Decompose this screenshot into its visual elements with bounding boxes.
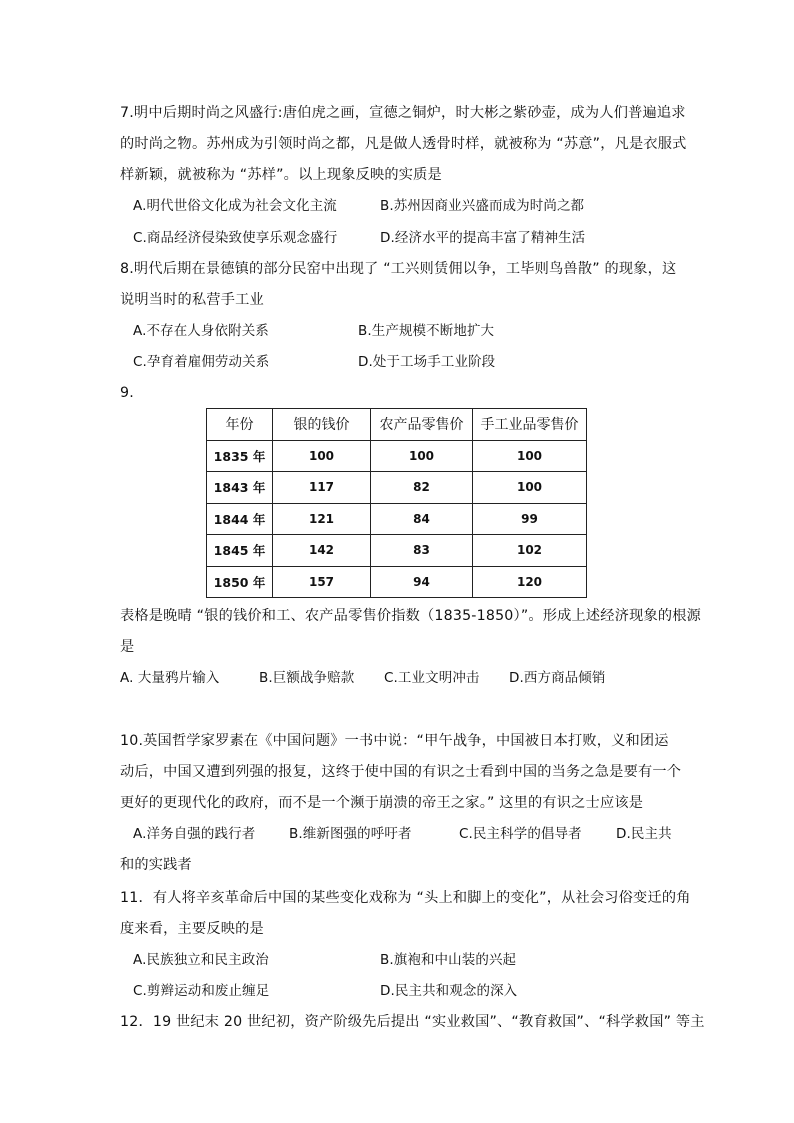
q7-stem-line-2: 的时尚之物。苏州成为引领时尚之都，凡是做人透骨时样，就被称为 “苏意”，凡是衣服式 [120, 136, 687, 152]
q8-option-c: C.孕育着雇佣劳动关系 [133, 354, 270, 370]
q7-option-b: B.苏州因商业兴盛而成为时尚之都 [380, 198, 585, 214]
table-row [207, 535, 587, 567]
q10-stem-line-1: 10.英国哲学家罗素在《中国问题》一书中说：“甲午战争，中国被日本打败，义和团运 [120, 733, 669, 749]
q10-stem-line-3: 更好的更现代化的政府，而不是一个濒于崩溃的帝王之家。” 这里的有识之士应该是 [120, 795, 644, 811]
q11-stem-line-2: 度来看，主要反映的是 [120, 921, 264, 937]
table-cell: 142 [273, 535, 371, 567]
table-header-cell: 手工业品零售价 [473, 409, 587, 441]
q8-stem-line-2: 说明当时的私营手工业 [120, 292, 264, 308]
q8-stem-line-1: 8.明代后期在景德镇的部分民窑中出现了 “工兴则赁佣以争，工毕则鸟兽散” 的现象，这 [120, 261, 677, 277]
q9-option-c: C.工业文明冲击 [384, 670, 480, 686]
q7-stem-line-3: 样新颖，就被称为 “苏样”。以上现象反映的实质是 [120, 167, 442, 183]
table-header-cell: 银的钱价 [273, 409, 371, 441]
table-cell: 100 [371, 440, 473, 472]
table-header-cell: 农产品零售价 [371, 409, 473, 441]
table-cell: 100 [473, 440, 587, 472]
q10-option-c: C.民主科学的倡导者 [459, 826, 582, 842]
table-cell: 102 [473, 535, 587, 567]
q11-option-a: A.民族独立和民主政治 [133, 952, 269, 968]
q9-number: 9. [120, 385, 134, 401]
q11-option-c: C.剪辫运动和废止缠足 [133, 983, 270, 999]
table-row [207, 503, 587, 535]
table-cell: 94 [371, 566, 473, 598]
table-cell: 157 [273, 566, 371, 598]
q7-stem-line-1: 7.明中后期时尚之风盛行:唐伯虎之画，宣德之铜炉，时大彬之紫砂壶，成为人们普遍追求 [120, 105, 686, 121]
q11-option-d: D.民主共和观念的深入 [380, 983, 518, 999]
q10-option-b: B.维新图强的呼吁者 [289, 826, 412, 842]
q10-option-a: A.洋务自强的践行者 [133, 826, 256, 842]
q9-stem-line-1: 表格是晚晴 “银的钱价和工、农产品零售价指数（1835-1850）”。形成上述经济现象的根源 [120, 608, 702, 624]
q10-stem-line-2: 动后，中国又遭到列强的报复，这终于使中国的有识之士看到中国的当务之急是要有一个 [120, 764, 682, 780]
table-row [207, 566, 587, 598]
q9-option-b: B.巨额战争赔款 [259, 670, 355, 686]
q7-option-c: C.商品经济侵染致使享乐观念盛行 [133, 230, 338, 246]
table-cell: 1843 年 [207, 472, 273, 504]
table-cell: 99 [473, 503, 587, 535]
table-cell: 84 [371, 503, 473, 535]
table-row [207, 472, 587, 504]
table-cell: 1850 年 [207, 566, 273, 598]
silver-price-table [206, 408, 587, 598]
table-cell: 121 [273, 503, 371, 535]
q10-option-d: D.民主共 [616, 826, 672, 842]
q8-option-a: A.不存在人身依附关系 [133, 323, 269, 339]
table-header-cell: 年份 [207, 409, 273, 441]
q9-option-a: A. 大量鸦片输入 [120, 670, 220, 686]
q11-stem-line-1: 11．有人将辛亥革命后中国的某些变化戏称为 “头上和脚上的变化”，从社会习俗变迁的角 [120, 890, 691, 906]
q11-option-b: B.旗袍和中山装的兴起 [380, 952, 517, 968]
q7-option-a: A.明代世俗文化成为社会文化主流 [133, 198, 337, 214]
table-cell: 1844 年 [207, 503, 273, 535]
q8-option-d: D.处于工场手工业阶段 [358, 354, 496, 370]
table-header-row [207, 409, 587, 441]
q9-option-d: D.西方商品倾销 [509, 670, 606, 686]
table-cell: 120 [473, 566, 587, 598]
table-cell: 117 [273, 472, 371, 504]
table-cell: 82 [371, 472, 473, 504]
table-cell: 100 [473, 472, 587, 504]
q9-stem-line-2: 是 [120, 639, 135, 655]
q8-option-b: B.生产规模不断地扩大 [358, 323, 495, 339]
table-cell: 1835 年 [207, 440, 273, 472]
q10-option-d-continued: 和的实践者 [120, 857, 192, 873]
q12-stem-line-1: 12．19 世纪末 20 世纪初，资产阶级先后提出 “实业救国”、“教育救国”、“科学救国” 等主 [120, 1014, 705, 1030]
q7-option-d: D.经济水平的提高丰富了精神生活 [380, 230, 586, 246]
table-cell: 1845 年 [207, 535, 273, 567]
table-row [207, 440, 587, 472]
table-cell: 100 [273, 440, 371, 472]
table-cell: 83 [371, 535, 473, 567]
